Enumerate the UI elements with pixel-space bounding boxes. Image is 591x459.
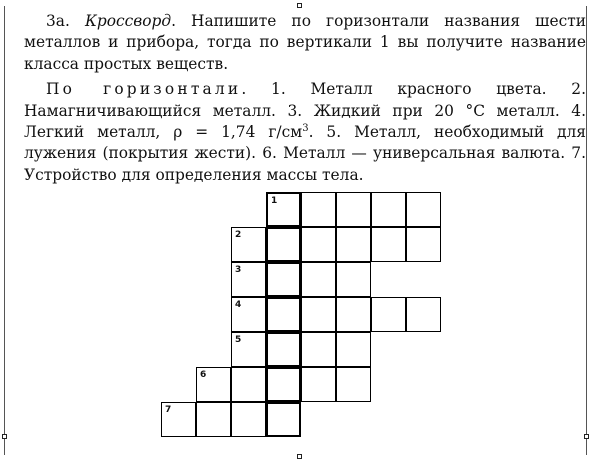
crossword-cell[interactable] (301, 262, 336, 297)
crossword-cell[interactable] (371, 192, 406, 227)
resize-handle-bottom[interactable] (297, 454, 302, 459)
crossword-cell[interactable] (231, 297, 266, 332)
crossword-cell[interactable] (161, 402, 196, 437)
crossword-cell[interactable] (336, 297, 371, 332)
crossword-cell[interactable] (196, 367, 231, 402)
horizontal-heading: По горизонтали (46, 80, 242, 99)
crossword-key-cell[interactable] (266, 262, 301, 297)
crossword-cell[interactable] (336, 227, 371, 262)
crossword-cell[interactable] (196, 402, 231, 437)
crossword-cell[interactable] (301, 332, 336, 367)
crossword-cell[interactable] (371, 227, 406, 262)
crossword-cell[interactable] (336, 332, 371, 367)
crossword-cell[interactable] (406, 192, 441, 227)
crossword-key-cell[interactable] (266, 367, 301, 402)
crossword-clue-number: 1 (271, 196, 278, 206)
density-unit-power: 3 (302, 122, 309, 134)
frame-right-line (586, 6, 587, 455)
crossword-cell[interactable] (371, 297, 406, 332)
crossword-cell[interactable] (301, 227, 336, 262)
resize-handle-left[interactable] (2, 434, 7, 439)
crossword-cell[interactable] (301, 367, 336, 402)
crossword-cell[interactable] (336, 192, 371, 227)
crossword-clue-number: 3 (235, 265, 242, 275)
task-intro-paragraph (24, 11, 586, 75)
resize-handle-top[interactable] (297, 3, 302, 8)
crossword-cell[interactable] (231, 262, 266, 297)
crossword-key-cell[interactable] (266, 227, 301, 262)
task-number: 3а. (46, 12, 70, 30)
crossword-cell[interactable] (336, 367, 371, 402)
clues-paragraph (24, 79, 586, 186)
task-title: Кроссворд (84, 12, 172, 30)
crossword-key-cell[interactable] (266, 402, 301, 437)
crossword-key-cell[interactable] (266, 297, 301, 332)
frame-left-line (4, 6, 5, 455)
crossword-key-cell[interactable] (266, 332, 301, 367)
crossword-cell[interactable] (406, 297, 441, 332)
resize-handle-right[interactable] (584, 434, 589, 439)
crossword-cell[interactable] (231, 332, 266, 367)
crossword-clue-number: 2 (235, 230, 242, 240)
crossword-clue-number: 5 (235, 335, 242, 345)
crossword-key-cell[interactable] (266, 192, 301, 227)
crossword-cell[interactable] (231, 227, 266, 262)
task-intro: . Напишите по горизонтали названия шести металлов и прибора, тогда по вертикали 1 вы получите название класса простых веществ. (24, 12, 586, 73)
crossword-clue-number: 6 (200, 370, 207, 380)
crossword-cell[interactable] (231, 402, 266, 437)
crossword-cell[interactable] (301, 192, 336, 227)
clues-part2: . 5. Металл, необходимый для лужения (покрытия жести). 6. Металл — универсальная валюта. 7. Устройство для определения массы тела. (24, 123, 586, 184)
crossword-cell[interactable] (336, 262, 371, 297)
clues-part1: . 1. Металл красного цвета. 2. Намагничивающийся металл. 3. Жидкий при 20 °С металл. 4. Легкий металл, ρ = 1,74 г/см (24, 80, 586, 142)
crossword-cell[interactable] (406, 227, 441, 262)
task-text (24, 11, 586, 186)
crossword-clue-number: 4 (235, 300, 242, 310)
crossword-cell[interactable] (301, 297, 336, 332)
crossword-cell[interactable] (231, 367, 266, 402)
crossword-clue-number: 7 (165, 405, 172, 415)
